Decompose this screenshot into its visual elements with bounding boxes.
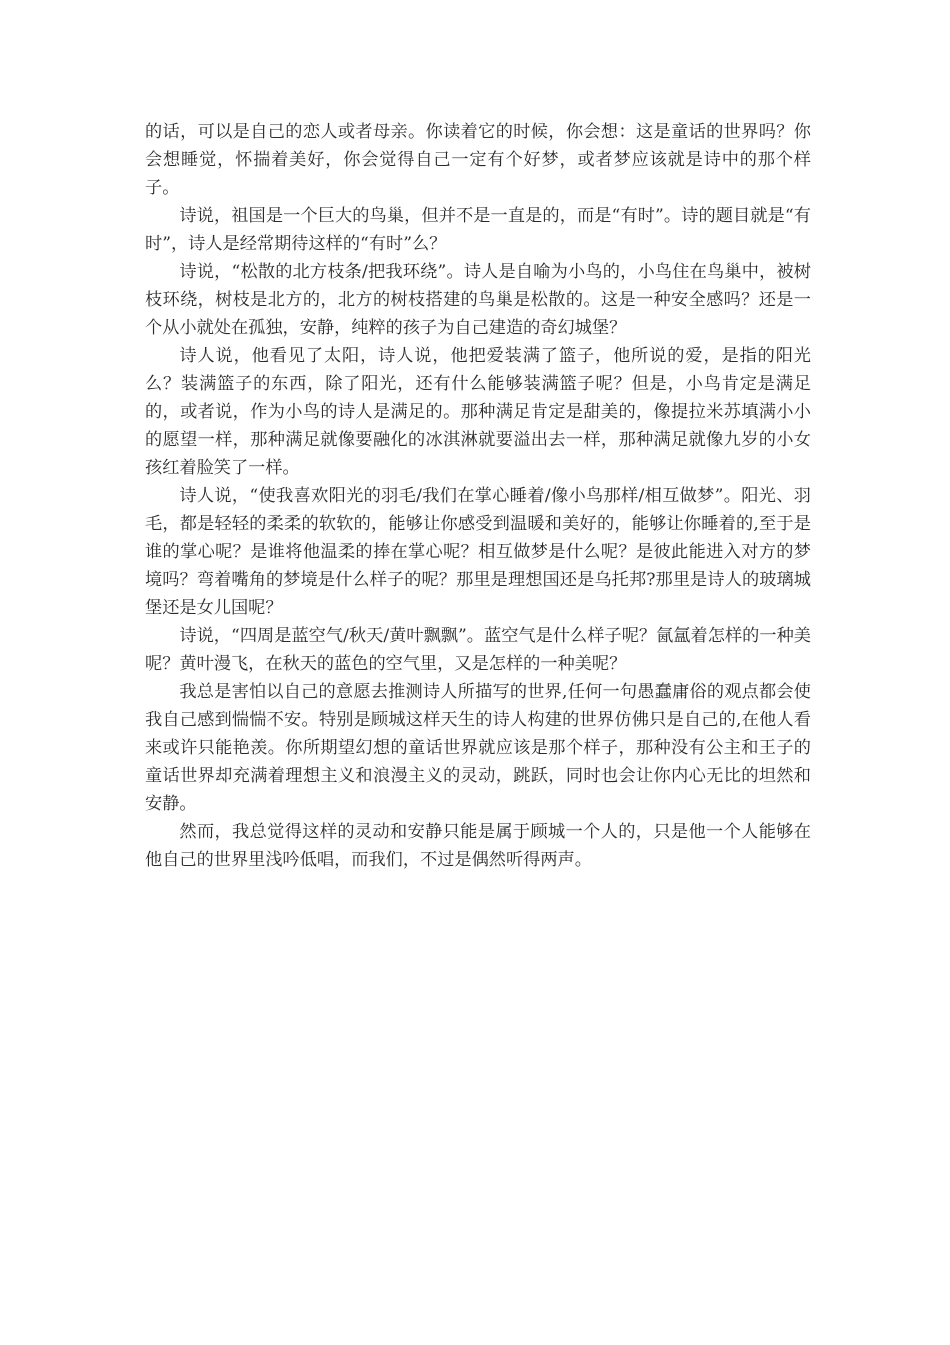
paragraph-continued: 的话，可以是自己的恋人或者母亲。你读着它的时候，你会想：这是童话的世界吗？你会想睡觉，怀揣着美好，你会觉得自己一定有个好梦，或者梦应该就是诗中的那个样子。 (145, 122, 811, 198)
paragraph-nest: 诗说，祖国是一个巨大的鸟巢，但并不是一直是的，而是“有时”。诗的题目就是“有时”，诗人是经常期待这样的“有时”么？ (145, 206, 811, 254)
paragraph-feathers: 诗人说，“使我喜欢阳光的羽毛/我们在掌心睡着/像小鸟那样/相互做梦”。阳光、羽毛，都是轻轻的柔柔的软软的，能够让你感受到温暖和美好的，能够让你睡着的,至于是谁的掌心呢？是谁将他温柔的捧在掌心呢？相互做梦是什么呢？是彼此能进入对方的梦境吗？弯着嘴角的梦境是什么样子的呢？那里是理想国还是乌托邦?那里是诗人的玻璃城堡还是女儿国呢？ (145, 486, 811, 618)
paragraph-sunlight: 诗人说，他看见了太阳，诗人说，他把爱装满了篮子，他所说的爱，是指的阳光么？装满篮子的东西，除了阳光，还有什么能够装满篮子呢？但是，小鸟肯定是满足的，或者说，作为小鸟的诗人是满足的。那种满足肯定是甜美的，像提拉米苏填满小小的愿望一样，那种满足就像要融化的冰淇淋就要溢出去一样，那种满足就像九岁的小女孩红着脸笑了一样。 (145, 346, 811, 478)
paragraph-conclusion: 然而，我总觉得这样的灵动和安静只能是属于顾城一个人的，只是他一个人能够在他自己的世界里浅吟低唱，而我们，不过是偶然听得两声。 (145, 822, 811, 870)
essay-body (145, 118, 811, 874)
paragraph-fear: 我总是害怕以自己的意愿去推测诗人所描写的世界,任何一句愚蠢庸俗的观点都会使我自己感到惴惴不安。特别是顾城这样天生的诗人构建的世界仿佛只是自己的,在他人看来或许只能艳羡。你所期望幻想的童话世界就应该是那个样子，那种没有公主和王子的童话世界却充满着理想主义和浪漫主义的灵动，跳跃，同时也会让你内心无比的坦然和安静。 (145, 682, 811, 814)
paragraph-blue-air: 诗说，“四周是蓝空气/秋天/黄叶飘飘”。蓝空气是什么样子呢？氤氲着怎样的一种美呢？黄叶漫飞，在秋天的蓝色的空气里，又是怎样的一种美呢？ (145, 626, 811, 674)
paragraph-branches: 诗说，“松散的北方枝条/把我环绕”。诗人是自喻为小鸟的，小鸟住在鸟巢中，被树枝环绕，树枝是北方的，北方的树枝搭建的鸟巢是松散的。这是一种安全感吗？还是一个从小就处在孤独，安静，纯粹的孩子为自己建造的奇幻城堡？ (145, 262, 811, 338)
